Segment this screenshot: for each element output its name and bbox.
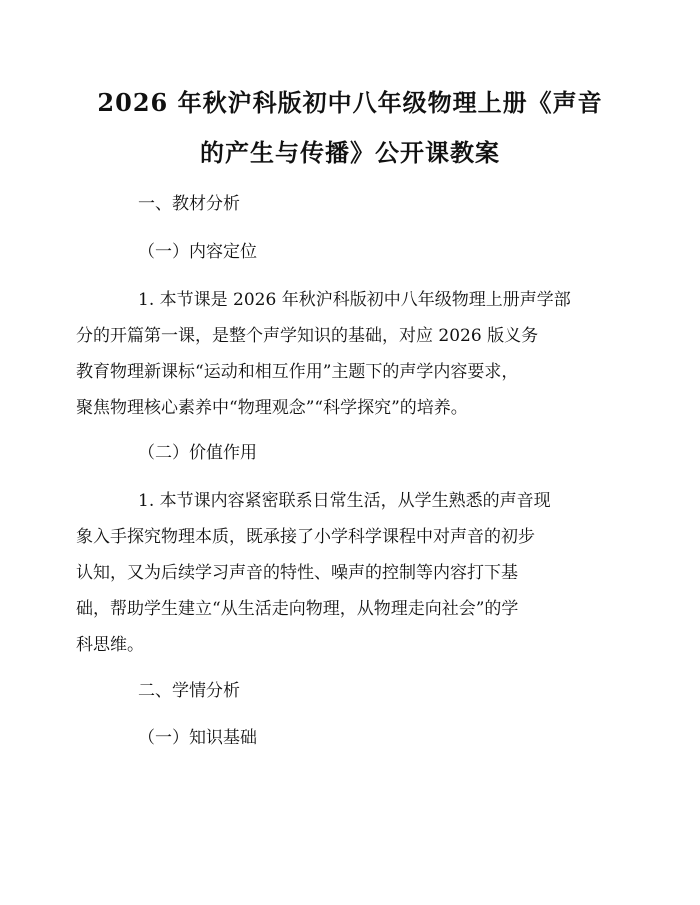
paragraph-line: 认知，又为后续学习声音的特性、噪声的控制等内容打下基: [76, 563, 518, 583]
paragraph-line: 教育物理新课标“运动和相互作用”主题下的声学内容要求，: [76, 362, 519, 382]
subsection-heading-knowledge-basis: （一）知识基础: [138, 728, 257, 748]
paragraph-line: 象入手探究物理本质，既承接了小学科学课程中对声音的初步: [76, 527, 535, 547]
paragraph-line: 分的开篇第一课，是整个声学知识的基础，对应 2026 版义务: [76, 326, 539, 346]
paragraph-line: 1. 本节课是 2026 年秋沪科版初中八年级物理上册声学部: [138, 290, 571, 310]
subsection-heading-content-positioning: （一）内容定位: [138, 242, 257, 262]
subsection-heading-value-role: （二）价值作用: [138, 443, 257, 463]
paragraph-line: 础，帮助学生建立“从生活走向物理，从物理走向社会”的学: [76, 599, 519, 619]
section-heading-textbook-analysis: 一、教材分析: [138, 194, 240, 214]
paragraph-line: 1. 本节课内容紧密联系日常生活，从学生熟悉的声音现: [138, 491, 551, 511]
document-title-line-2: 的产生与传播》公开课教案: [200, 138, 500, 167]
paragraph-line: 科思维。: [76, 635, 144, 655]
section-heading-learner-analysis: 二、学情分析: [138, 681, 240, 701]
document-title-line-1: 2026 年秋沪科版初中八年级物理上册《声音: [97, 88, 603, 117]
paragraph-line: 聚焦物理核心素养中“物理观念”“科学探究”的培养。: [76, 398, 468, 418]
